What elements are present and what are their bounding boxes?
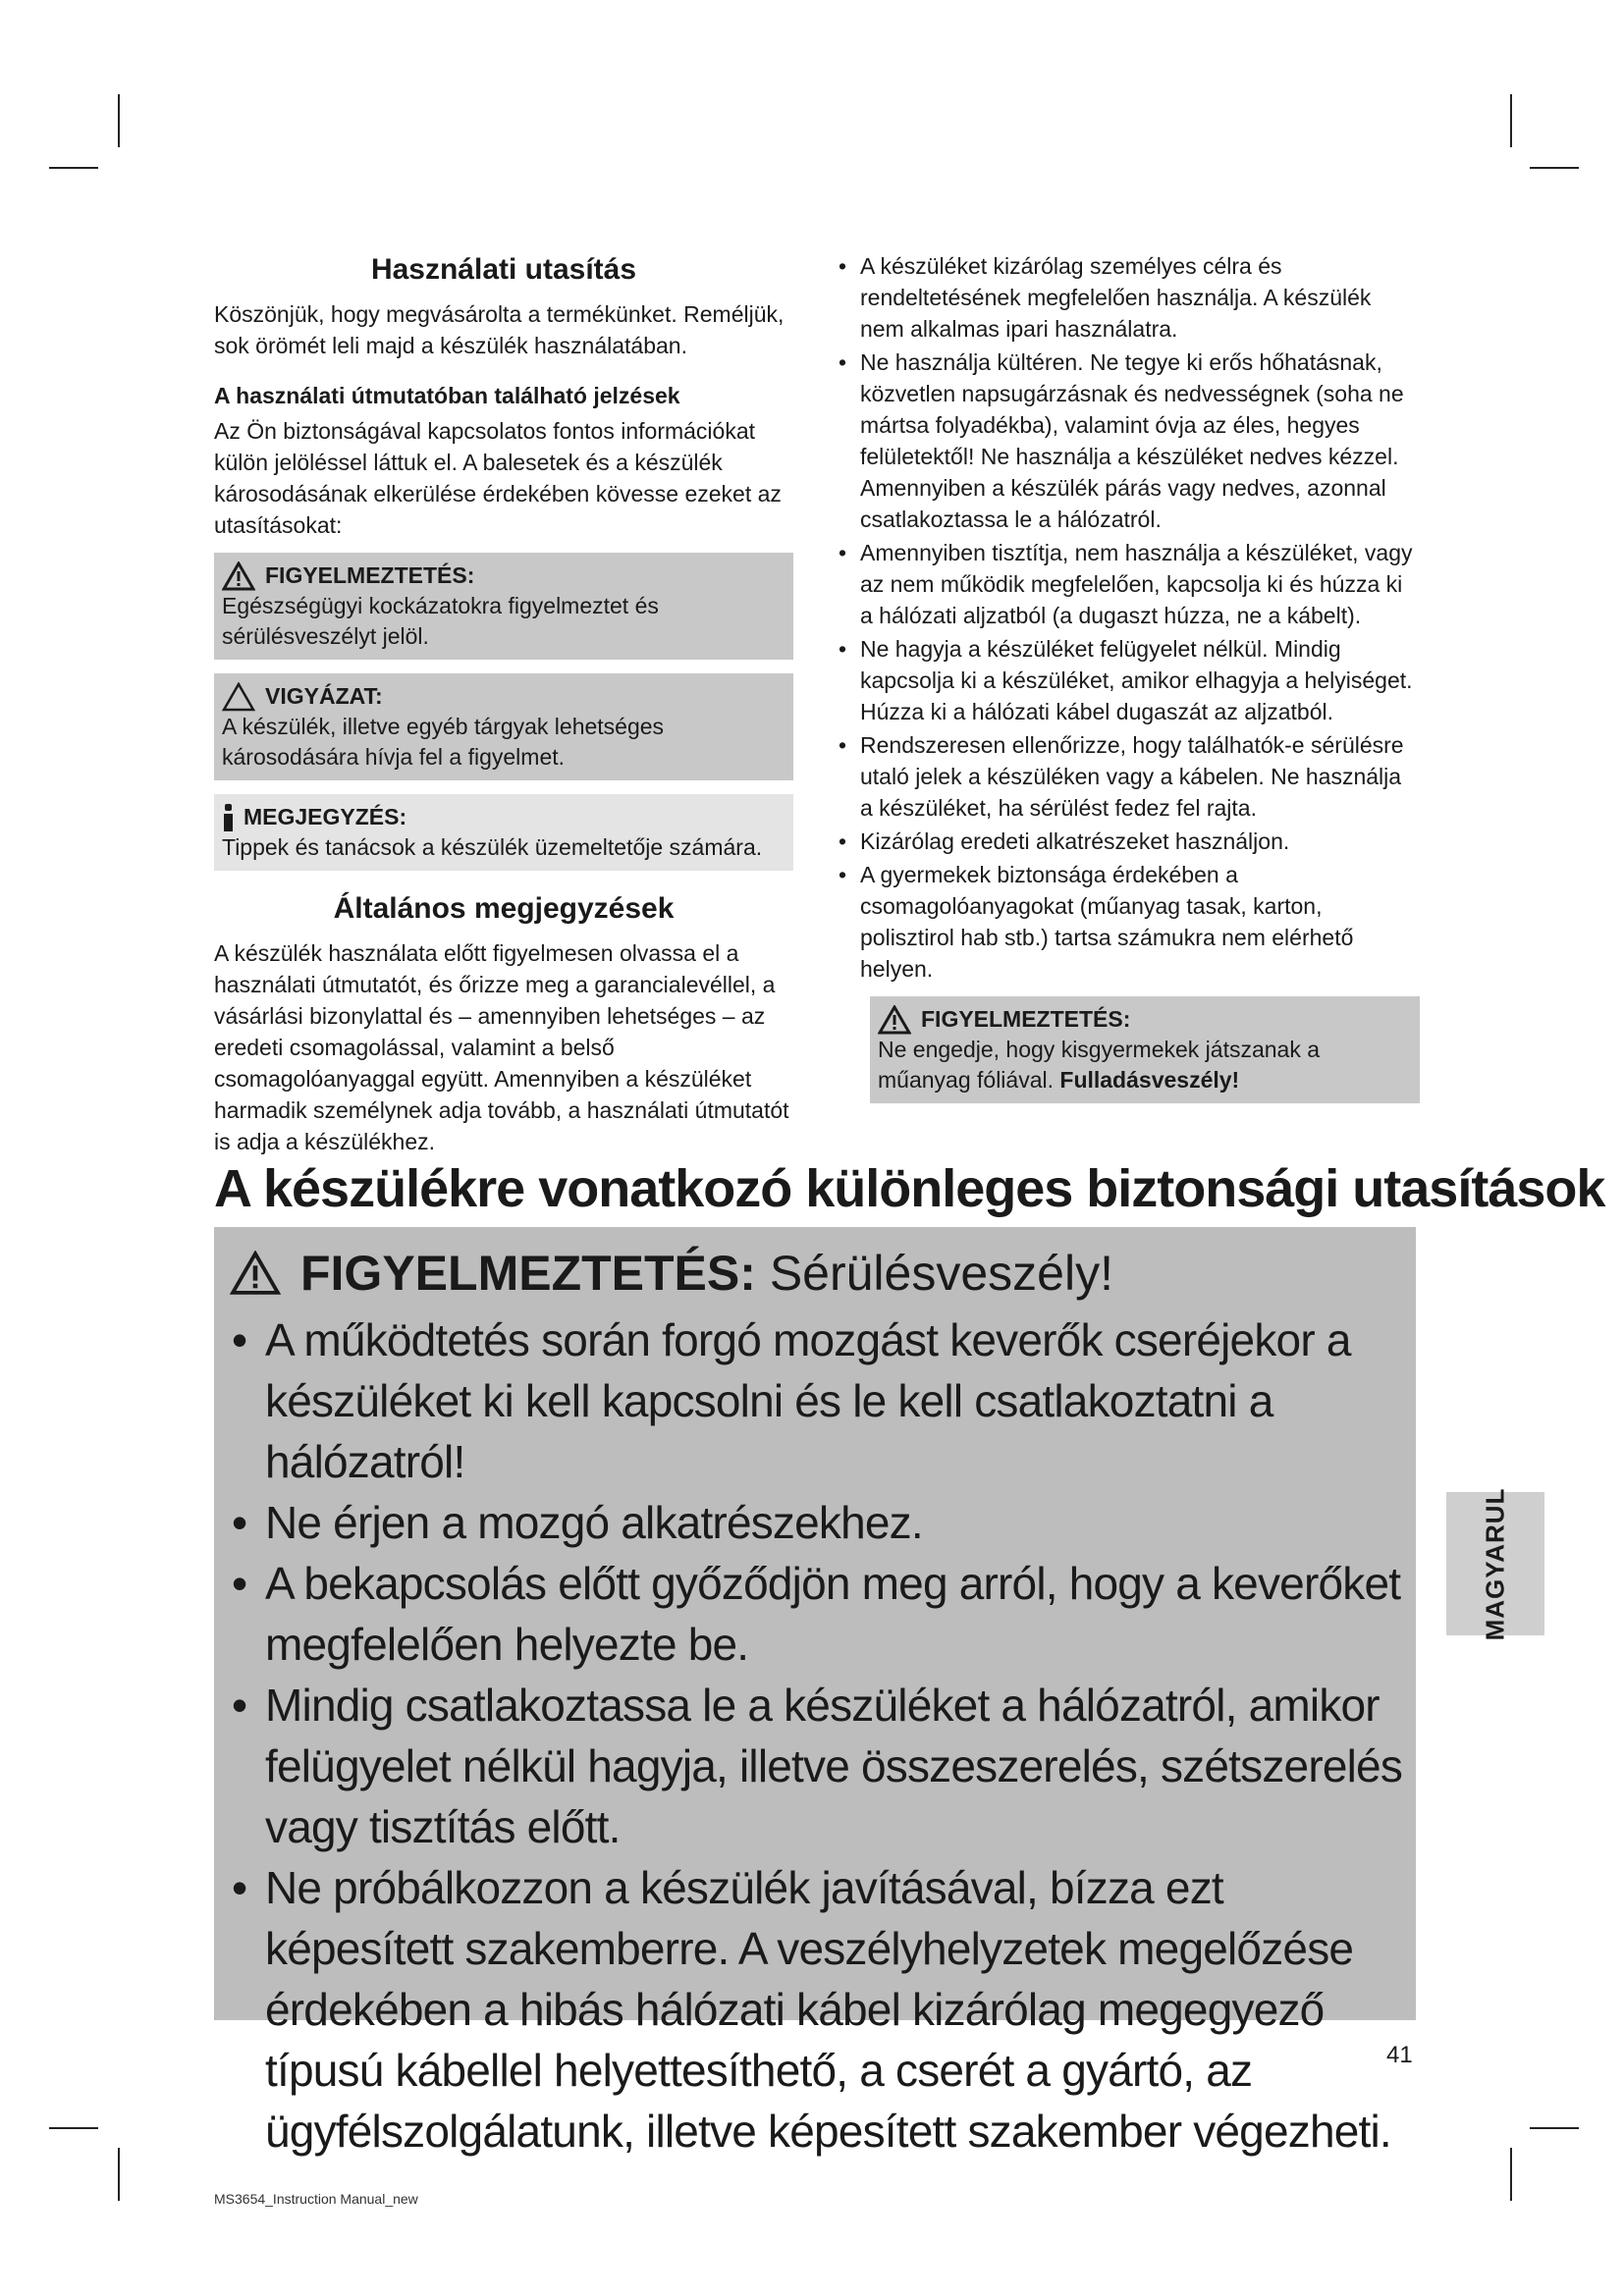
list-item: • Amennyiben tisztítja, nem használja a készüléket, vagy az nem működik megfelelően, kapcsolja ki és húzza ki a hálózati aljzatból (a dugaszt húzza, ne a kábelt).: [835, 537, 1420, 631]
language-tab-label: MAGYARUL: [1480, 1487, 1510, 1640]
right-column: [835, 250, 1420, 1103]
crop-mark: [118, 94, 120, 147]
footer-filename: MS3654_Instruction Manual_new: [214, 2191, 418, 2207]
caution-triangle-icon: [222, 682, 255, 712]
warning-text: Egészségügyi kockázatokra figyelmeztet és sérülésveszélyt jelöl.: [222, 593, 659, 649]
language-tab: [1446, 1487, 1544, 1640]
special-safety-list: [222, 1309, 1416, 2162]
general-text: A készülék használata előtt figyelmesen olvassa el a használati útmutatót, és őrizze meg a garancialevéllel, a vásárlási bizonylattal és – amennyiben lehetséges – az eredeti csomagolással, valamint a belső csomagolóanyaggal együtt. Amennyiben a készüléket harmadik személynek adja tovább, a használati útmutatót is adja a készülékhez.: [214, 940, 789, 1154]
list-item: • Ne érjen a mozgó alkatrészekhez.: [222, 1492, 1406, 1553]
note-box: [214, 794, 793, 871]
list-item: • Mindig csatlakoztassa le a készüléket a hálózatról, amikor felügyelet nélkül hagyja, illetve összeszerelés, szétszerelés vagy tisztítás előtt.: [222, 1675, 1406, 1857]
warning-triangle-icon: [230, 1251, 281, 1296]
symbols-heading: A használati útmutatóban található jelzések: [214, 383, 680, 408]
warning-label: FIGYELMEZTETÉS:: [265, 562, 475, 588]
info-icon: [222, 804, 234, 831]
warning-box: [214, 553, 793, 660]
list-item: • A működtetés során forgó mozgást keverők cseréjekor a készüléket ki kell kapcsolni és le kell csatlakoztatni a hálózatról!: [222, 1309, 1406, 1492]
warning-triangle-icon: [222, 561, 255, 591]
note-text: Tippek és tanácsok a készülék üzemeltetője számára.: [222, 834, 763, 860]
symbols-text: Az Ön biztonságával kapcsolatos fontos információkat külön jelöléssel láttuk el. A balesetek és a készülék károsodásának elkerülése érdekében kövesse ezeket az utasításokat:: [214, 418, 782, 538]
crop-mark: [49, 167, 98, 169]
crop-mark: [1530, 167, 1579, 169]
intro-text: Köszönjük, hogy megvásárolta a termékünket. Reméljük, sok örömét leli majd a készülék használatában.: [214, 301, 785, 358]
page-title: Használati utasítás: [370, 253, 637, 286]
list-item: • Kizárólag eredeti alkatrészeket használjon.: [835, 826, 1420, 857]
child-warning-body: Ne engedje, hogy kisgyermekek játszanak a műanyag fóliával.: [878, 1037, 1321, 1093]
crop-mark: [1530, 2127, 1579, 2129]
crop-mark: [1510, 2148, 1512, 2201]
special-safety-title: A készülékre vonatkozó különleges biztonsági utasítások: [214, 1159, 1605, 1218]
left-column: [214, 253, 793, 1157]
general-heading: Általános megjegyzések: [333, 892, 675, 925]
crop-mark: [118, 2148, 120, 2201]
child-warning-box: [870, 996, 1420, 1103]
crop-mark: [1510, 94, 1512, 147]
list-item: • A bekapcsolás előtt győződjön meg arról, hogy a keverőket megfelelően helyezte be.: [222, 1553, 1406, 1675]
caution-label: VIGYÁZAT:: [265, 683, 383, 709]
safety-list: [835, 250, 1420, 985]
note-label: MEGJEGYZÉS:: [244, 804, 407, 829]
caution-box: [214, 673, 793, 780]
child-warning-emphasis: Fulladásveszély!: [1059, 1067, 1240, 1093]
child-warning-label: FIGYELMEZTETÉS:: [921, 1006, 1131, 1032]
list-item: • A gyermekek biztonsága érdekében a csomagolóanyagokat (műanyag tasak, karton, polisztirol hab stb.) tartsa számukra nem elérhető helyen.: [835, 859, 1420, 985]
list-item: • A készüléket kizárólag személyes célra és rendeltetésének megfelelően használja. A készülék nem alkalmas ipari használatra.: [835, 250, 1420, 345]
list-item: • Ne használja kültéren. Ne tegye ki erős hőhatásnak, közvetlen napsugárzásnak és nedvességnek (soha ne mártsa folyadékba), valamint óvja az éles, hegyes felületektől! Ne használja a készüléket nedves kézzel. Amennyiben a készülék párás vagy nedves, azonnal csatlakoztassa le a hálózatról.: [835, 347, 1420, 535]
special-warning-label: FIGYELMEZTETÉS:: [300, 1246, 756, 1301]
crop-mark: [49, 2127, 98, 2129]
caution-text: A készülék, illetve egyéb tárgyak lehetséges károsodására hívja fel a figyelmet.: [222, 714, 665, 770]
page-number: 41: [1386, 2042, 1413, 2068]
list-item: • Ne próbálkozzon a készülék javításával, bízza ezt képesített szakemberre. A veszélyhelyzetek megelőzése érdekében a hibás hálózati kábel kizárólag megegyező típusú kábellel helyettesíthető, a cserét a gyártó, az ügyfélszolgálatunk, illetve képesített szakember végezheti.: [222, 1857, 1406, 2162]
special-warning-suffix: Sérülésveszély!: [769, 1246, 1113, 1301]
list-item: • Ne hagyja a készüléket felügyelet nélkül. Mindig kapcsolja ki a készüléket, amikor elhagyja a helyiséget. Húzza ki a hálózati kábel dugaszát az aljzatból.: [835, 633, 1420, 727]
warning-triangle-icon: [878, 1005, 911, 1035]
child-warning-text: [878, 1035, 1410, 1095]
list-item: • Rendszeresen ellenőrizze, hogy találhatók-e sérülésre utaló jelek a készüléken vagy a kábelen. Ne használja a készüléket, ha sérülést fedez fel rajta.: [835, 729, 1420, 824]
